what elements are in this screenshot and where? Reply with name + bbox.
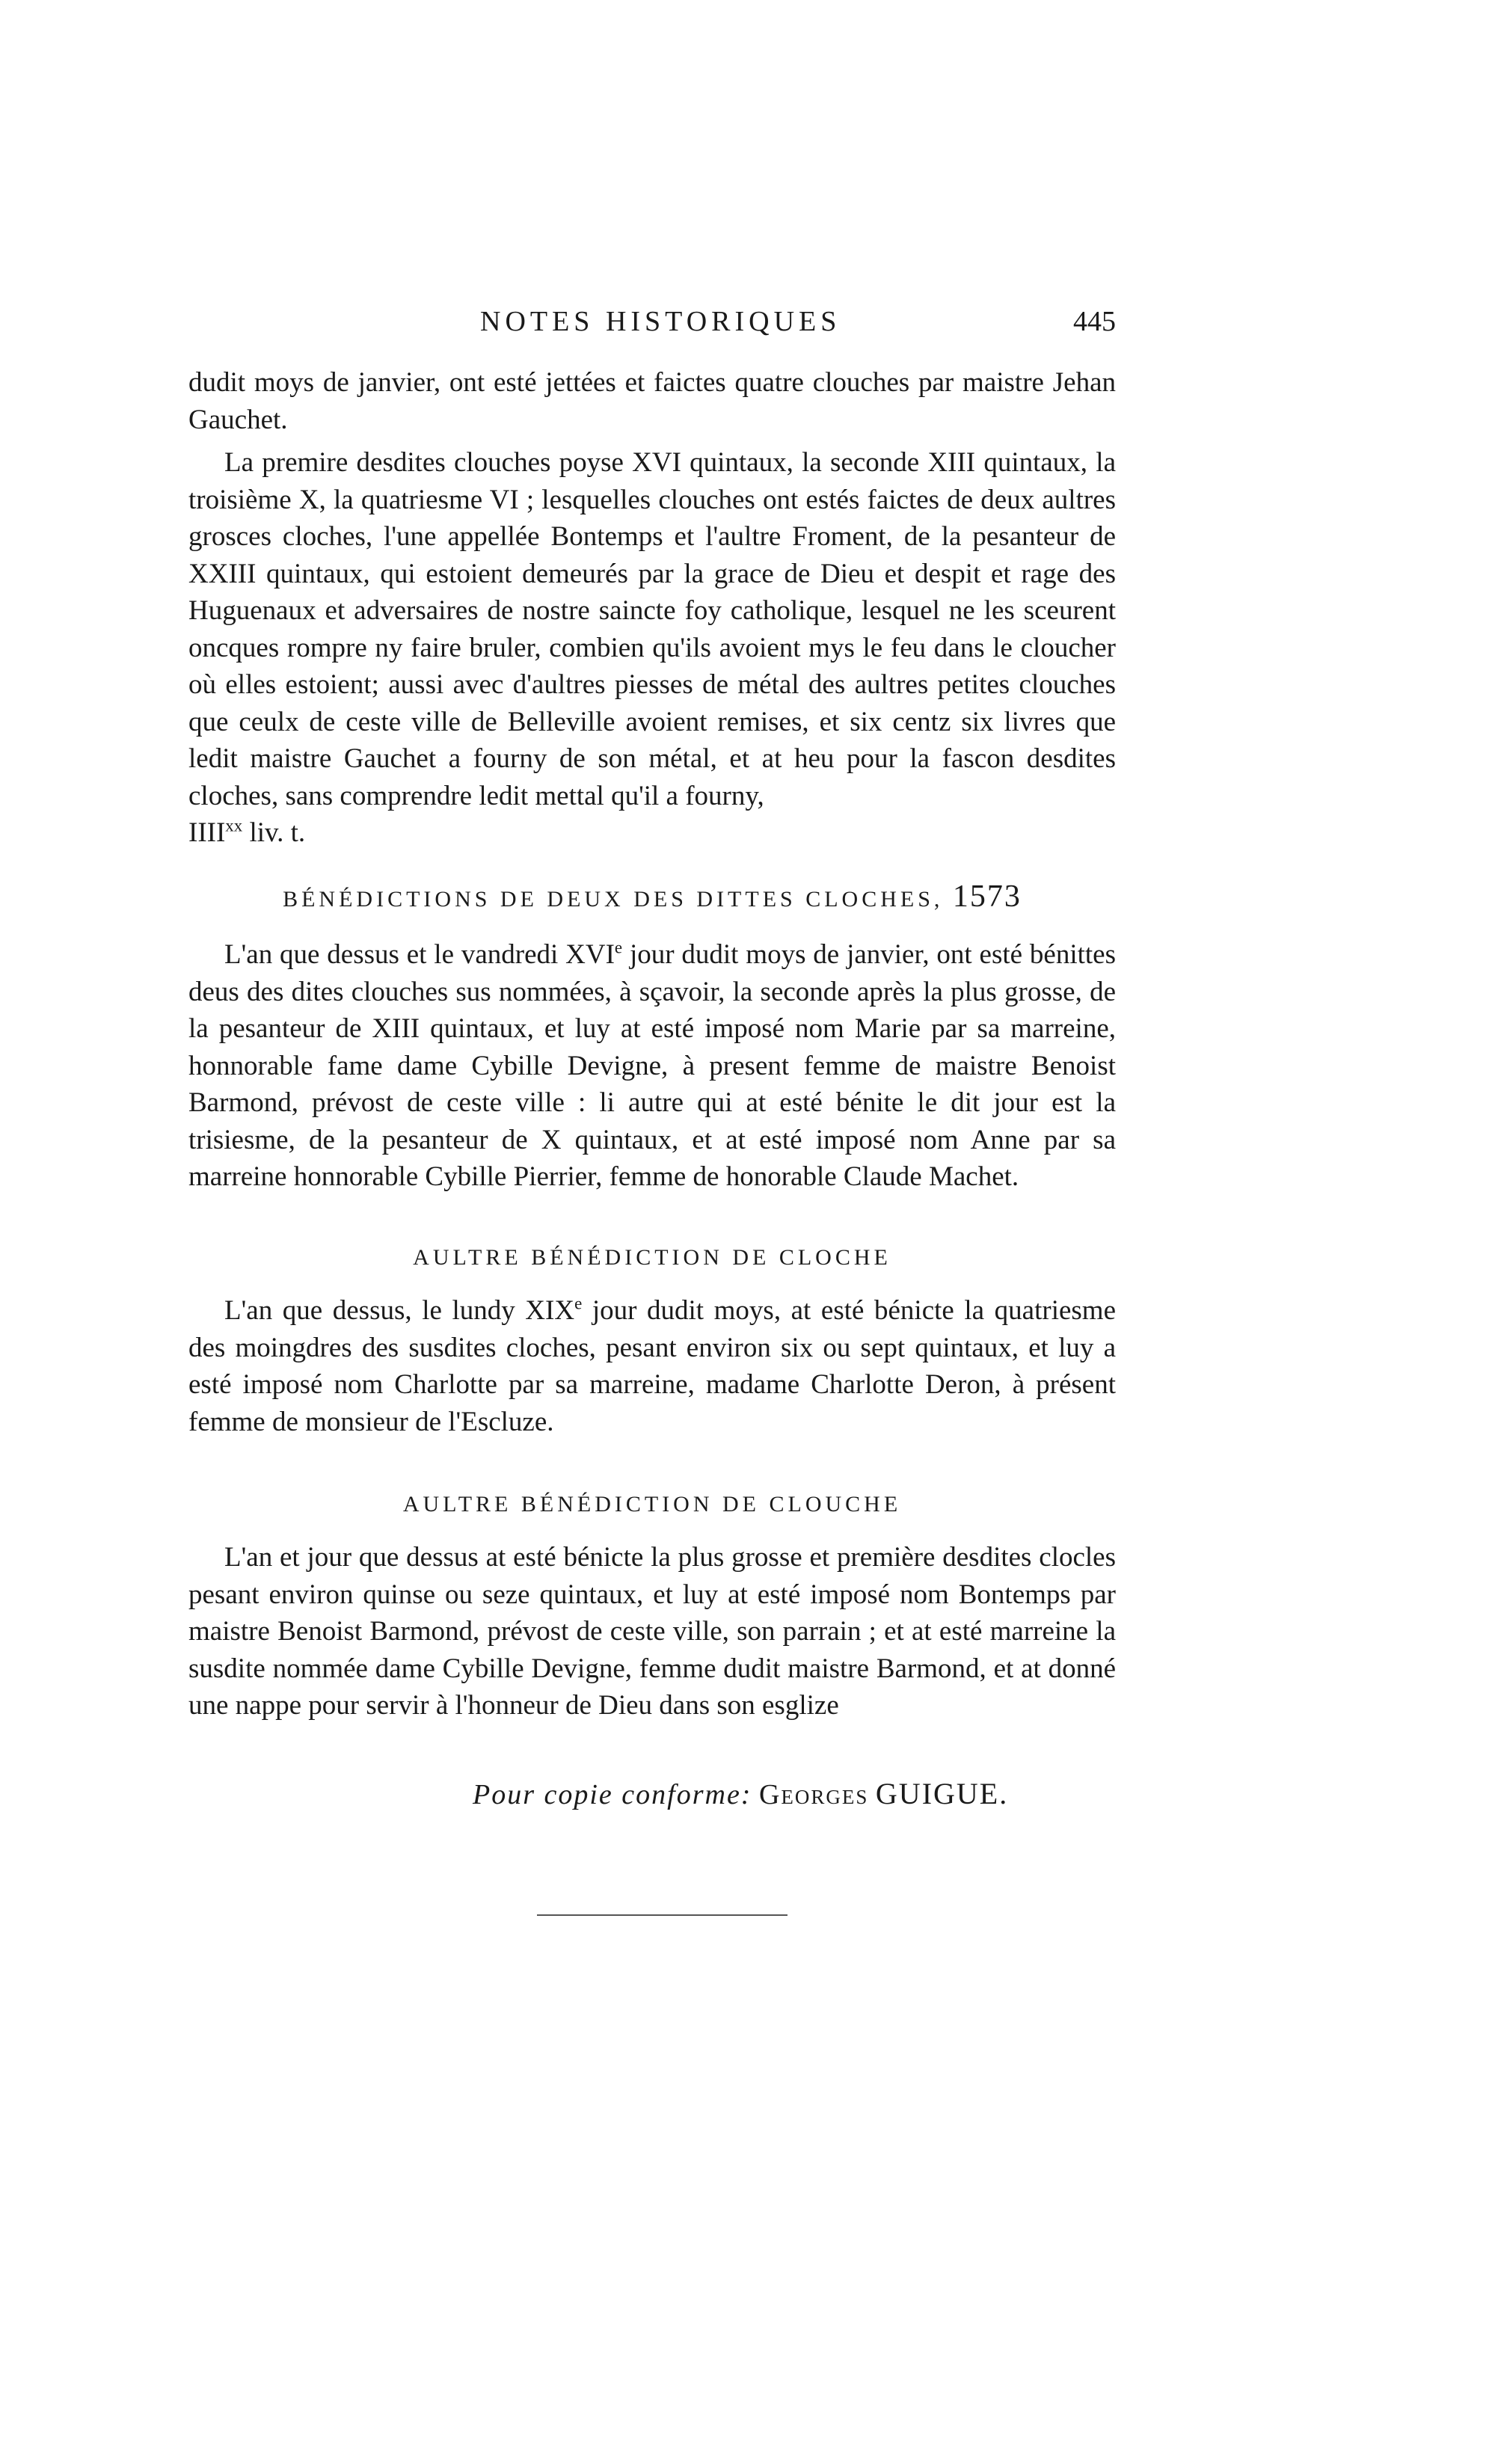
section-1-text (188, 936, 1116, 1196)
signature-last-name: GUIGUE. (875, 1777, 1009, 1810)
intro-paragraph-2-roman: IIII (188, 817, 226, 848)
section-2-paragraph-start: L'an que dessus, le lundy XIX (224, 1295, 575, 1326)
intro-paragraph-2-body: La premire desdites clouches poyse XVI quintaux, la seconde XIII quintaux, la troisième X, la quatriesme VI ; lesquelles clouches ont estés faictes de deux aultres grosces cloches, l'une appellée Bontemps et l'aultre Froment, de la pesanteur de XXIII quintaux, qui estoient demeurés par la grace de Dieu et despit et rage des Huguenaux et adversaires de nostre saincte foy catholique, lesquel ne les sceurent oncques rompre ny faire bruler, combien qu'ils avoient mys le feu dans le cloucher où elles estoient; aussi avec d'aultres piesses de métal des aultres petites clouches que ceulx de ceste ville de Belleville avoient remises, et six centz six livres que ledit maistre Gauchet a fourny de son métal, et at heu pour la fascon desdites cloches, sans comprendre ledit mettal qu'il a fourny, (188, 447, 1116, 811)
section-2-heading (188, 1245, 1116, 1271)
intro-paragraph-1: dudit moys de janvier, ont esté jettées et faictes quatre clouches par maistre Jehan Gauchet. (188, 367, 1116, 435)
page-number: 445 (1073, 306, 1116, 337)
section-2-paragraph-sup: e (574, 1294, 583, 1313)
section-1-paragraph (188, 936, 1116, 1196)
section-2-heading-text: AULTRE BÉNÉDICTION DE CLOCHE (413, 1245, 891, 1270)
intro-paragraph-2-sup: xx (225, 816, 243, 835)
section-1-year: 1573 (952, 879, 1022, 914)
section-1-paragraph-sup: e (614, 938, 623, 957)
section-2-paragraph-rest: jour dudit moys, at esté bénicte la quatriesme des moingdres des susdites cloches, pesant environ six ou sept quintaux, et luy a esté imposé nom Charlotte par sa marreine, madame Charlotte Deron, à présent femme de monsieur de l'Escluze. (188, 1295, 1116, 1437)
section-1-heading-text: BÉNÉDICTIONS DE DEUX DES DITTES CLOCHES, (283, 887, 944, 912)
signature (188, 1776, 1116, 1811)
section-3-heading (188, 1492, 1116, 1517)
signature-copy: Pour copie conforme: (473, 1779, 752, 1810)
signature-first-name: Georges (758, 1779, 869, 1810)
section-3-heading-text: AULTRE BÉNÉDICTION DE CLOUCHE (402, 1492, 902, 1517)
section-1-paragraph-rest: jour dudit moys de janvier, ont esté bénittes deus des dites clouches sus nommées, à sçavoir, la seconde après la plus grosse, de la pesanteur de XIII quintaux, et luy at esté imposé nom Marie par sa marreine, honnorable fame dame Cybille Devigne, à present femme de maistre Benoist Barmond, prévost de ceste ville : li autre qui at esté bénite le dit jour est la trisiesme, de la pesanteur de X quintaux, et at esté imposé nom Anne par sa marreine honnorable Cybille Pierrier, femme de honorable Claude Machet. (188, 939, 1116, 1192)
running-title: NOTES HISTORIQUES (480, 306, 841, 337)
section-2-text (188, 1292, 1116, 1440)
section-3-text (188, 1539, 1116, 1724)
intro-text (188, 364, 1116, 852)
section-2-paragraph (188, 1292, 1116, 1440)
section-1-paragraph-start: L'an que dessus et le vandredi XVI (224, 939, 615, 970)
section-1-heading (188, 879, 1116, 915)
running-head (188, 305, 1116, 342)
end-rule (537, 1914, 787, 1916)
intro-paragraph-2 (188, 444, 1116, 852)
section-3-paragraph: L'an et jour que dessus at esté bénicte la plus grosse et première desdites clocles pesant environ quinse ou seze quintaux, et luy at esté imposé nom Bontemps par maistre Benoist Barmond, prévost de ceste ville, son parrain ; et at esté marreine la susdite nommée dame Cybille Devigne, femme dudit maistre Barmond, et at donné une nappe pour servir à l'honneur de Dieu dans son esglize (188, 1542, 1116, 1721)
intro-paragraph-2-end: liv. t. (242, 817, 306, 848)
